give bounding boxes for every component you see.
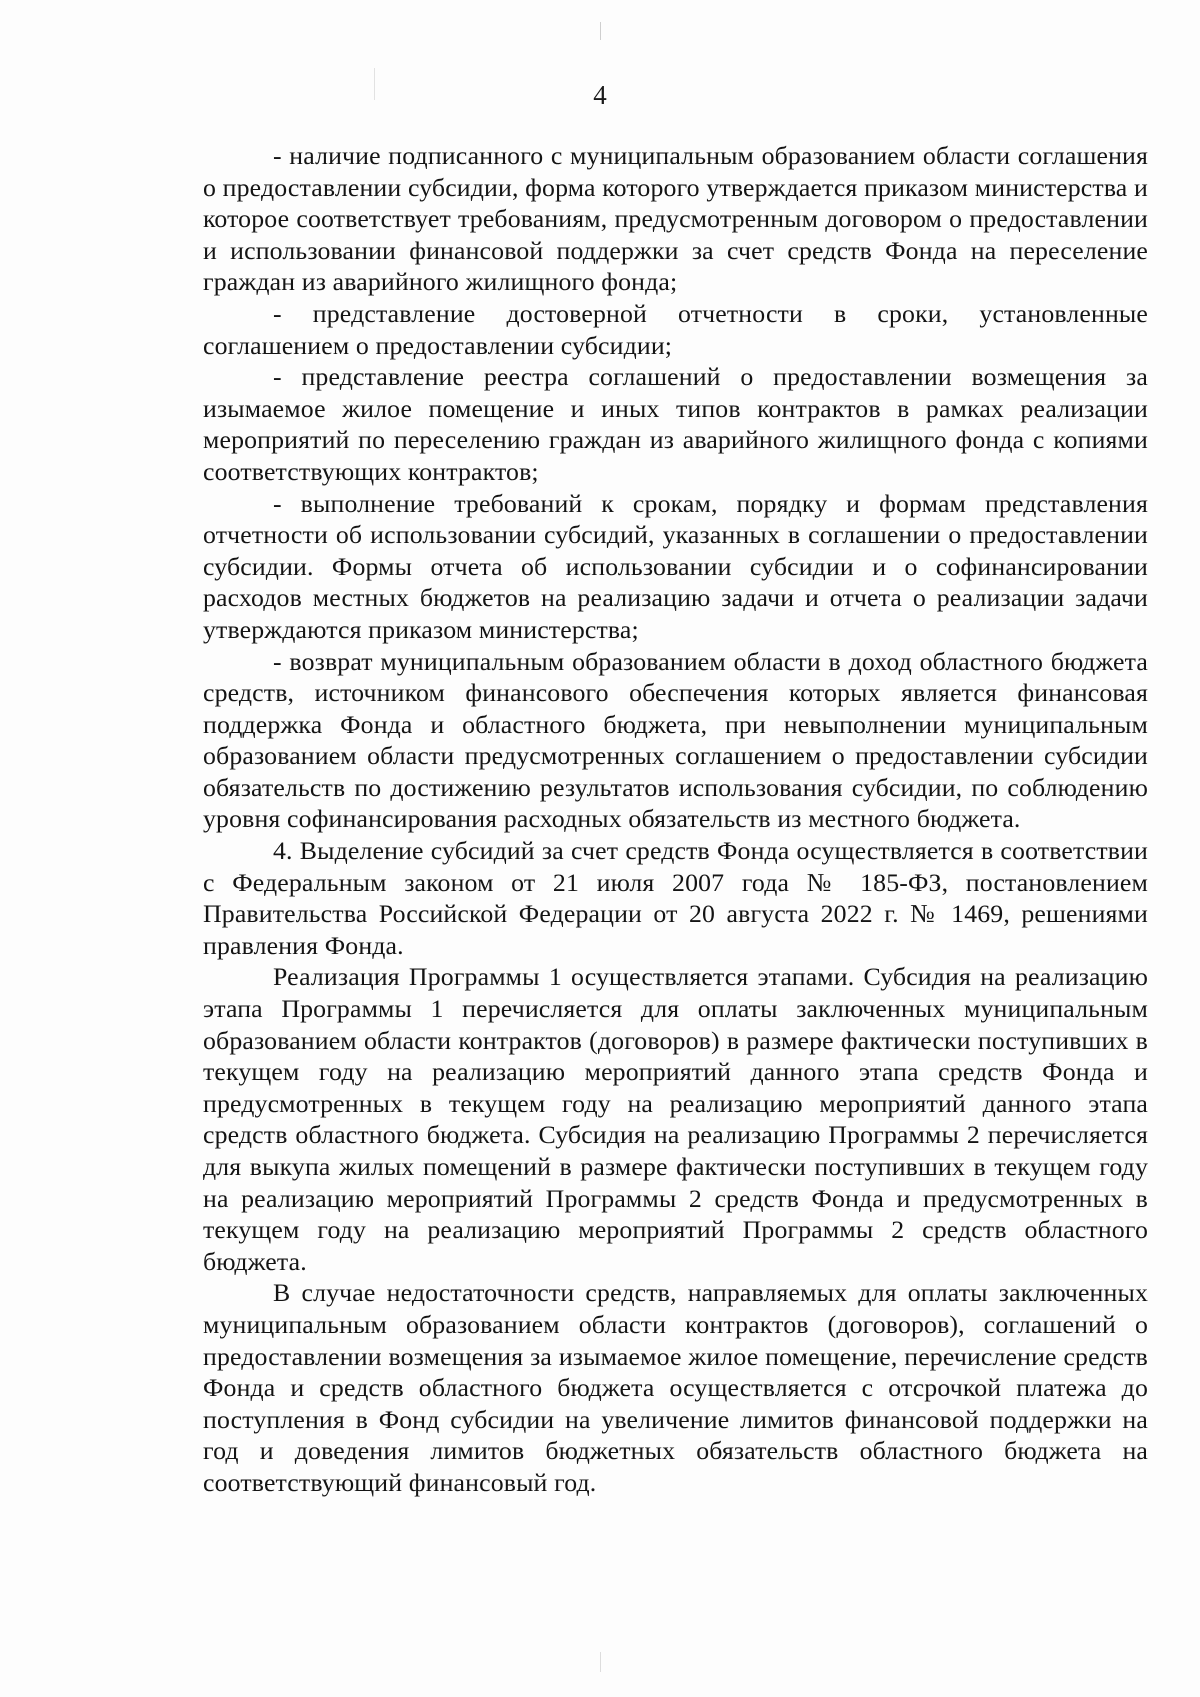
paragraph-program-implementation: Реализация Программы 1 осуществляется этапами. Субсидия на реализацию этапа Программы 1 перечисляется для оплаты заключенных муниципальным образованием области контрактов (договоров) в размере фактически поступивших в текущем году на реализацию мероприятий данного этапа средств Фонда и предусмотренных в текущем году на реализацию мероприятий данного этапа средств областного бюджета. Субсидия на реализацию Программы 2 перечисляется для выкупа жилых помещений в размере фактически поступивших в текущем году на реализацию мероприятий Программы 2 средств Фонда и предусмотренных в текущем году на реализацию мероприятий Программы 2 средств областного бюджета. [203,962,1148,1276]
paragraph-section-4: 4. Выделение субсидий за счет средств Фонда осуществляется в соответствии с Федеральным законом от 21 июля 2007 года № 185-ФЗ, постановлением Правительства Российской Федерации от 20 августа 2022 г. № 1469, решениями правления Фонда. [203,836,1148,960]
paragraph-insufficient-funds: В случае недостаточности средств, направляемых для оплаты заключенных муниципальным образованием области контрактов (договоров), соглашений о предоставлении возмещения за изымаемое жилое помещение, перечисление средств Фонда и средств областного бюджета осуществляется с отсрочкой платежа до поступления в Фонд субсидии на увеличение лимитов финансовой поддержки на год и доведения лимитов бюджетных обязательств областного бюджета на соответствующий финансовый год. [203,1278,1148,1497]
scan-artifact-top [600,22,601,40]
paragraph-condition-reporting: - представление достоверной отчетности в сроки, установленные соглашением о предоставлении субсидии; [203,298,1148,360]
paragraph-condition-refund: - возврат муниципальным образованием области в доход областного бюджета средств, источником финансового обеспечения которых является финансовая поддержка Фонда и областного бюджета, при невыполнении муниципальным образованием области предусмотренных соглашением о предоставлении субсидии обязательств по достижению результатов использования субсидии, по соблюдению уровня софинансирования расходных обязательств из местного бюджета. [203,646,1148,834]
page-number: 4 [593,80,607,110]
paragraph-condition-registry: - представление реестра соглашений о предоставлении возмещения за изымаемое жилое помещение и иных типов контрактов в рамках реализации мероприятий по переселению граждан из аварийного жилищного фонда с копиями соответствующих контрактов; [203,362,1148,486]
document-body [203,140,1148,1499]
paragraph-condition-report-forms: - выполнение требований к срокам, порядку и формам представления отчетности об использовании субсидий, указанных в соглашении о предоставлении субсидии. Формы отчета об использовании субсидии и о софинансировании расходов местных бюджетов на реализацию задачи и отчета о реализации задачи утверждаются приказом министерства; [203,488,1148,644]
paragraph-condition-agreement: - наличие подписанного с муниципальным образованием области соглашения о предоставлении субсидии, форма которого утверждается приказом министерства и которое соответствует требованиям, предусмотренным договором о предоставлении и использовании финансовой поддержки за счет средств Фонда на переселение граждан из аварийного жилищного фонда; [203,141,1148,297]
scan-artifact-bottom [600,1652,601,1672]
